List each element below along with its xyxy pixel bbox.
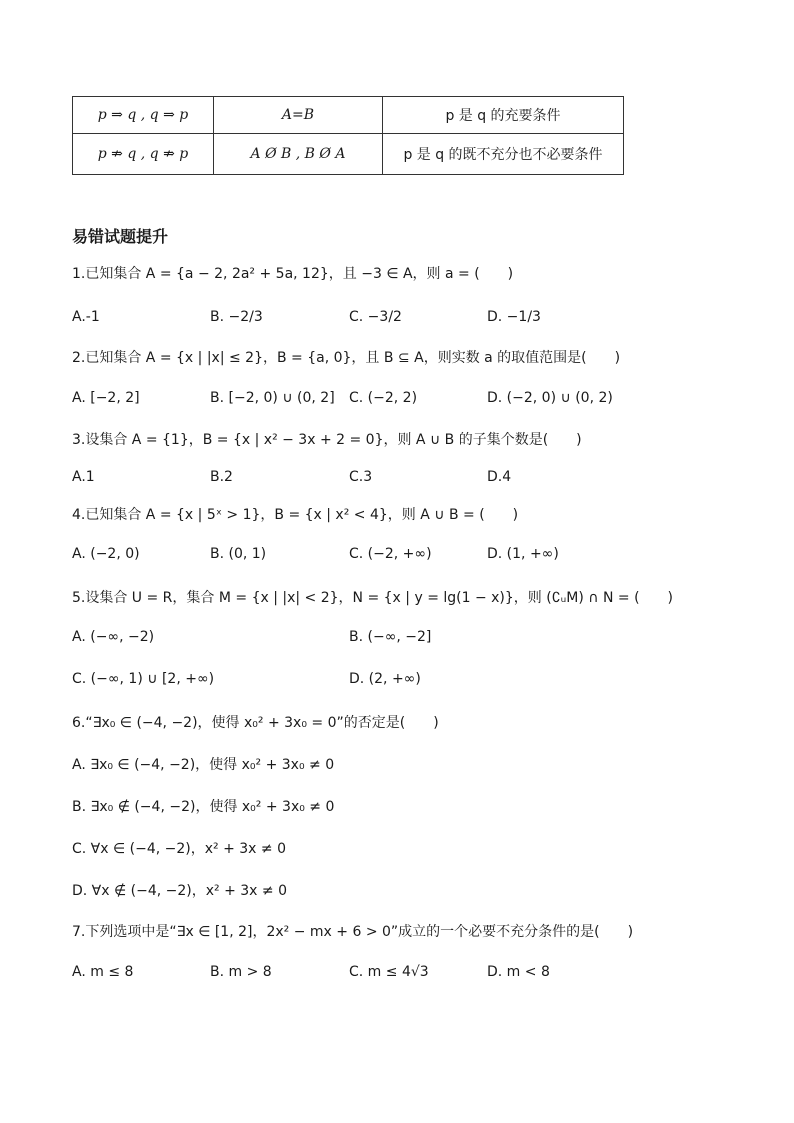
option-b: B. (0, 1) xyxy=(210,546,267,562)
option-b: B.2 xyxy=(210,469,233,485)
section-title: 易错试题提升 xyxy=(72,227,169,246)
option-c: C. (−2, 2) xyxy=(349,390,418,406)
option-c: C. −3/2 xyxy=(349,309,402,325)
table-row xyxy=(73,97,624,134)
option-c: C. (−∞, 1) ∪ [2, +∞) xyxy=(72,671,215,687)
option-d: D.4 xyxy=(487,469,512,485)
option-c: C. (−2, +∞) xyxy=(349,546,432,562)
question-stem: 4.已知集合 A = {x | 5ˣ > 1}，B = {x | x² < 4}，则 A ∪ B = ( ) xyxy=(72,507,519,523)
option-c: C.3 xyxy=(349,469,373,485)
option-d: D. (−2, 0) ∪ (0, 2) xyxy=(487,390,613,406)
option-d: D. (2, +∞) xyxy=(349,671,421,687)
question-stem: 5.设集合 U = R，集合 M = {x | |x| < 2}，N = {x | y = lg(1 − x)}，则 (∁ᵤM) ∩ N = ( ) xyxy=(72,590,674,606)
option-d: D. m < 8 xyxy=(487,964,550,980)
table-cell: A Ø B , B Ø A xyxy=(214,134,383,175)
question-stem: 7.下列选项中是“∃x ∈ [1, 2]，2x² − mx + 6 > 0”成立的一个必要不充分条件的是( ) xyxy=(72,924,634,940)
question-stem: 2.已知集合 A = {x | |x| ≤ 2}，B = {a, 0}，且 B ⊆ A，则实数 a 的取值范围是( ) xyxy=(72,350,621,366)
option-a: A. m ≤ 8 xyxy=(72,964,134,980)
option-a: A. ∃x₀ ∈ (−4, −2)，使得 x₀² + 3x₀ ≠ 0 xyxy=(72,757,335,773)
question-stem: 3.设集合 A = {1}，B = {x | x² − 3x + 2 = 0}，则 A ∪ B 的子集个数是( ) xyxy=(72,432,582,448)
table-cell: p ⇏ q , q ⇏ p xyxy=(73,134,214,175)
logic-relation-table xyxy=(72,96,624,175)
option-d: D. (1, +∞) xyxy=(487,546,559,562)
option-d: D. −1/3 xyxy=(487,309,541,325)
question-stem: 6.“∃x₀ ∈ (−4, −2)，使得 x₀² + 3x₀ = 0”的否定是( ) xyxy=(72,715,439,731)
option-c: C. m ≤ 4√3 xyxy=(349,964,429,980)
table-cell: p 是 q 的充要条件 xyxy=(383,97,624,134)
option-c: C. ∀x ∈ (−4, −2)，x² + 3x ≠ 0 xyxy=(72,841,286,857)
question-stem: 1.已知集合 A = {a − 2, 2a² + 5a, 12}，且 −3 ∈ A，则 a = ( ) xyxy=(72,266,514,282)
option-a: A. [−2, 2] xyxy=(72,390,140,406)
option-a: A. (−2, 0) xyxy=(72,546,140,562)
option-b: B. (−∞, −2] xyxy=(349,629,432,645)
table-row xyxy=(73,134,624,175)
option-a: A.1 xyxy=(72,469,95,485)
option-a: A. (−∞, −2) xyxy=(72,629,155,645)
table-cell: p ⇒ q , q ⇒ p xyxy=(73,97,214,134)
option-b: B. m > 8 xyxy=(210,964,272,980)
table-cell: p 是 q 的既不充分也不必要条件 xyxy=(383,134,624,175)
option-d: D. ∀x ∉ (−4, −2)，x² + 3x ≠ 0 xyxy=(72,883,287,899)
option-b: B. ∃x₀ ∉ (−4, −2)，使得 x₀² + 3x₀ ≠ 0 xyxy=(72,799,335,815)
option-b: B. −2/3 xyxy=(210,309,263,325)
table-cell: A=B xyxy=(214,97,383,134)
option-a: A.-1 xyxy=(72,309,100,325)
option-b: B. [−2, 0) ∪ (0, 2] xyxy=(210,390,335,406)
